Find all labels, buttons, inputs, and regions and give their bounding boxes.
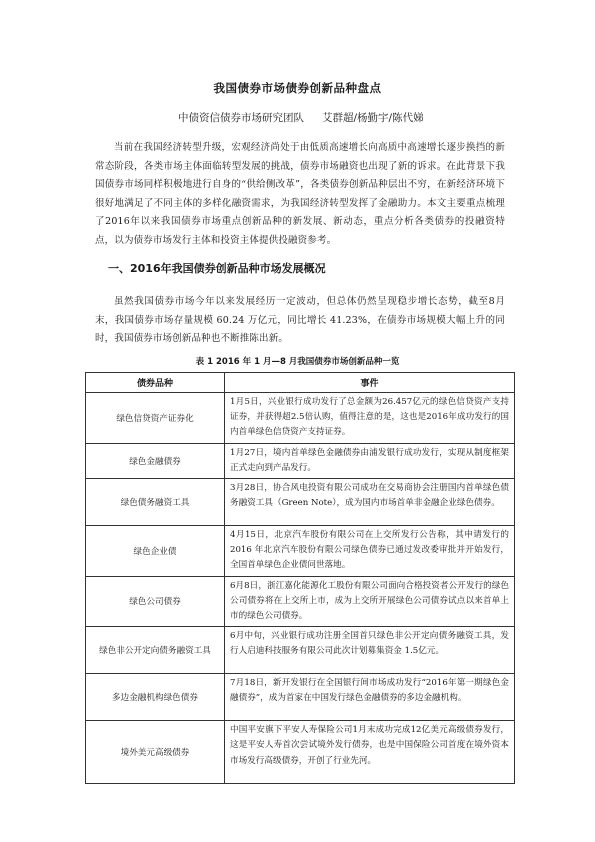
table-header-row [86, 373, 515, 393]
table-row [86, 674, 515, 721]
row-category: 绿色信贷资产证券化 [86, 393, 225, 444]
row-event: 1月5日，兴业银行成功发行了总金额为26.457亿元的绿色信贷资产支持证券，并获得超2.5倍认购，值得注意的是，这也是2016年成功发行的国内首单绿色信贷资产支持证券。 [225, 393, 515, 444]
row-category: 绿色企业债 [86, 526, 225, 577]
table-caption: 表 1 2016 年 1 月—8 月我国债券市场创新品种一览 [195, 357, 400, 367]
row-category: 绿色债务融资工具 [86, 479, 225, 526]
row-event: 4月15日，北京汽车股份有限公司在上交所发行公告称，其申请发行的 2016 年北京汽车股份有限公司绿色债券已通过发改委审批并开始发行，全国首单绿色企业债问世落地。 [225, 526, 515, 577]
table-row [86, 627, 515, 674]
innovation-table [85, 372, 515, 784]
document-title: 我国债券市场债券创新品种盘点 [213, 81, 382, 95]
row-category: 绿色金融债券 [86, 443, 225, 478]
author-names: 艾群超/杨勤宇/陈代娣 [322, 112, 424, 124]
row-category: 绿色非公开定向债务融资工具 [86, 627, 225, 674]
row-event: 6月中旬，兴业银行成功注册全国首只绿色非公开定向债务融资工具，发行人启迪科技服务有限公司此次计划募集资金 1.5亿元。 [225, 627, 515, 674]
table-row [86, 479, 515, 526]
row-event: 3月28日，协合风电投资有限公司成功在交易商协会注册国内首单绿色债务融资工具（Green Note），成为国内市场首单非金融企业绿色债券。 [225, 479, 515, 526]
section-paragraph: 虽然我国债券市场今年以来发展经历一定波动，但总体仍然呈现稳步增长态势，截至8月末，我国债券市场存量规模 60.24 万亿元，同比增长 41.23%，在债券市场规模大幅上升的同时，我国债券市场创新品种也不断推陈出新。 [95, 296, 505, 345]
table-row [86, 721, 515, 784]
table-row [86, 393, 515, 444]
row-event: 6月8日，浙江嘉化能源化工股份有限公司面向合格投资者公开发行的绿色公司债券将在上交所上市，成为上交所开展绿色公司债券试点以来首单上市的绿色公司债券。 [225, 576, 515, 627]
intro-paragraph: 当前在我国经济转型升级，宏观经济尚处于由低质高速增长向高质中高速增长逐步换挡的新常态阶段，各类市场主体面临转型发展的挑战，债券市场融资也出现了新的诉求。在此背景下我国债券市场同样积极地进行自身的“供给侧改革”，各类债券创新品种层出不穷，在新经济环境下很好地满足了不同主体的多样化融资需求，为我国经济转型发挥了金融助力。本文主要重点梳理了2016年以来我国债券市场重点创新品种的新发展、新动态，重点分析各类债券的投融资特点，以为债券市场发行主体和投资主体提供投融资参考。 [95, 142, 505, 246]
author-line [178, 110, 442, 125]
table-row [86, 526, 515, 577]
row-category: 多边金融机构绿色债券 [86, 674, 225, 721]
row-category: 境外美元高级债券 [86, 721, 225, 784]
row-event: 7月18日，新开发银行在全国银行间市场成功发行“2016年第一期绿色金融债券”，成为首家在中国发行绿色金融债券的多边金融机构。 [225, 674, 515, 721]
table-row [86, 576, 515, 627]
table-row [86, 443, 515, 478]
author-team: 中债资信债券市场研究团队 [178, 112, 304, 124]
row-event: 中国平安旗下平安人寿保险公司1月末成功完成12亿美元高级债券发行，这是平安人寿首次尝试境外发行债券，也是中国保险公司首度在境外资本市场发行高级债券，开创了行业先河。 [225, 721, 515, 784]
header-category: 债券品种 [86, 373, 225, 393]
header-event: 事件 [225, 373, 515, 393]
section-heading: 一、2016年我国债券创新品种市场发展概况 [108, 262, 326, 275]
row-event: 1月27日，境内首单绿色金融债券由浦发银行成功发行，实现从制度框架正式走向到产品发行。 [225, 443, 515, 478]
row-category: 绿色公司债券 [86, 576, 225, 627]
